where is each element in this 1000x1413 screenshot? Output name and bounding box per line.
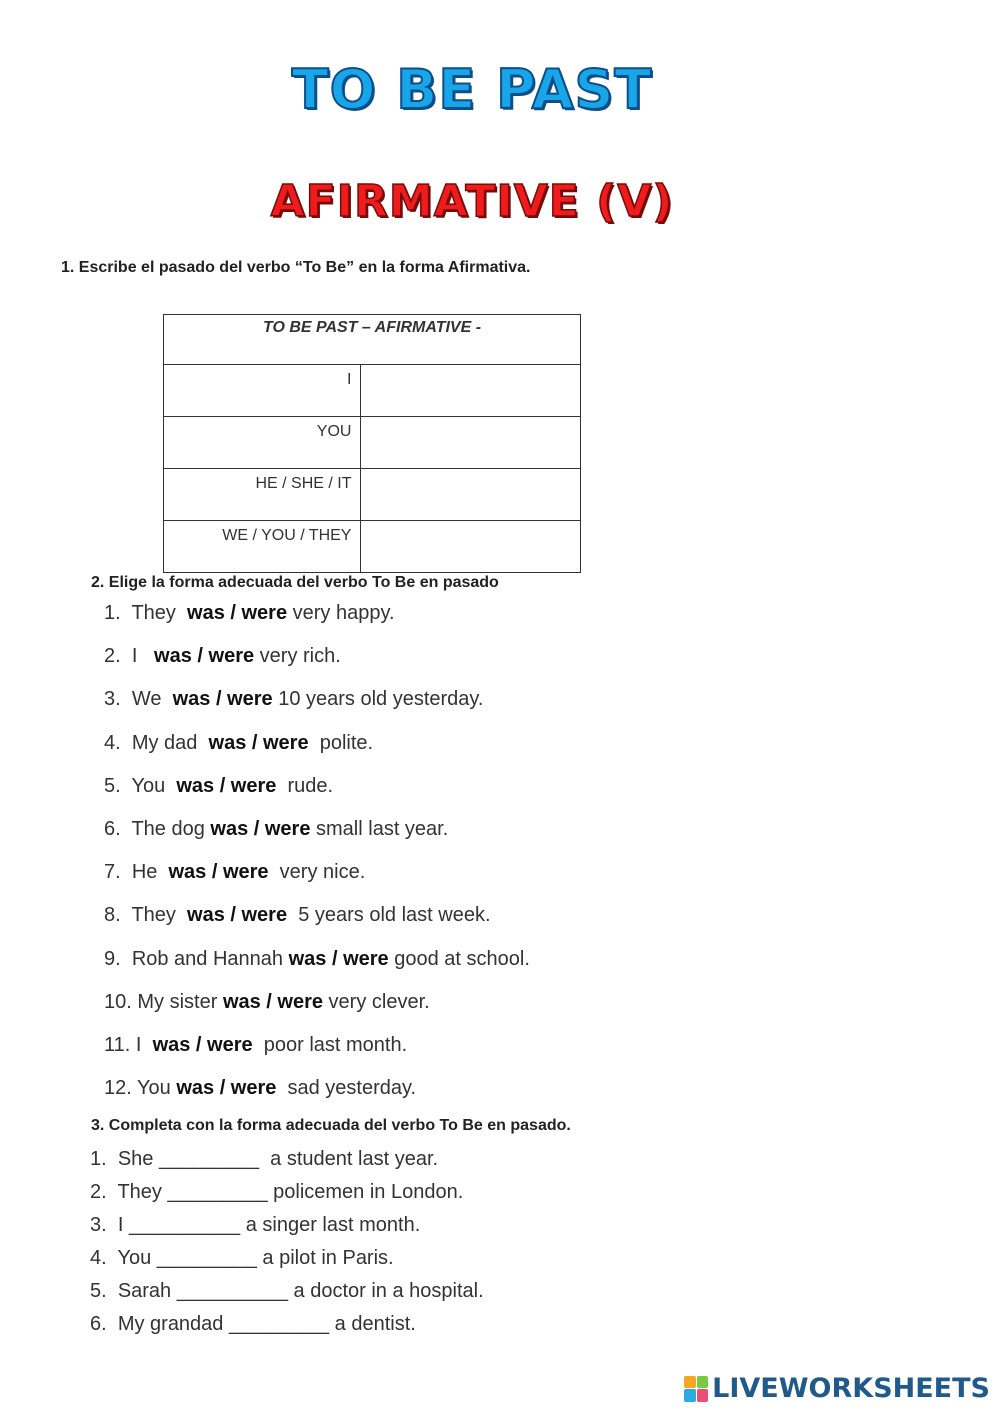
list-item xyxy=(90,1211,484,1244)
item-number: 8. xyxy=(104,904,121,927)
item-number: 6. xyxy=(104,817,121,840)
list-item xyxy=(104,598,530,641)
logo-tile xyxy=(697,1376,709,1389)
item-text: Rob and Hannah xyxy=(131,947,289,970)
choice-option[interactable]: was / were xyxy=(208,731,309,754)
item-text: rude. xyxy=(276,774,334,797)
item-number: 4. xyxy=(90,1247,107,1269)
answer-cell[interactable] xyxy=(361,417,581,469)
list-item xyxy=(90,1178,484,1211)
item-text: very clever. xyxy=(323,990,430,1013)
item-text: polite. xyxy=(308,731,374,754)
choice-list xyxy=(104,598,530,1116)
page-subtitle: AFIRMATIVE (V) xyxy=(270,176,674,227)
logo-tile xyxy=(684,1389,696,1402)
choice-option[interactable]: was / were xyxy=(210,817,311,840)
list-item xyxy=(104,771,530,814)
item-text: My dad xyxy=(131,731,209,754)
item-text: He xyxy=(131,861,169,884)
choice-option[interactable]: was / were xyxy=(172,688,273,711)
pronoun-cell: I xyxy=(164,365,361,417)
item-number: 11. xyxy=(104,1033,131,1056)
item-text: They xyxy=(131,602,188,624)
list-item xyxy=(104,900,530,943)
table-row xyxy=(164,365,581,417)
item-number: 10. xyxy=(104,990,132,1013)
answer-cell[interactable] xyxy=(361,469,581,521)
item-text: I xyxy=(135,1033,153,1056)
choice-option[interactable]: was / were xyxy=(176,1077,277,1100)
item-text: small last year. xyxy=(310,817,449,840)
pronoun-cell: YOU xyxy=(164,417,361,469)
list-item xyxy=(104,684,530,727)
item-text: sad yesterday. xyxy=(276,1077,417,1100)
item-text[interactable]: My grandad _________ a dentist. xyxy=(117,1313,416,1335)
item-text: very rich. xyxy=(254,645,341,668)
item-text: I xyxy=(131,645,155,668)
completion-list xyxy=(90,1145,484,1343)
item-number: 5. xyxy=(90,1280,107,1302)
choice-option[interactable]: was / were xyxy=(187,602,288,624)
brand-footer xyxy=(684,1373,990,1404)
list-item xyxy=(104,857,530,900)
choice-option[interactable]: was / were xyxy=(288,947,389,970)
item-text: poor last month. xyxy=(252,1033,408,1056)
item-text: very nice. xyxy=(268,861,366,884)
item-number: 3. xyxy=(104,688,121,711)
item-number: 5. xyxy=(104,774,121,797)
logo-tile xyxy=(697,1389,709,1402)
list-item xyxy=(104,987,530,1030)
list-item xyxy=(90,1277,484,1310)
table-row xyxy=(164,521,581,573)
list-item xyxy=(104,728,530,771)
table-header: TO BE PAST – AFIRMATIVE - xyxy=(164,315,581,365)
section2-heading: 2. Elige la forma adecuada del verbo To Be en pasado xyxy=(91,574,499,591)
item-text: My sister xyxy=(137,990,223,1013)
table-row xyxy=(164,417,581,469)
brand-name: LIVEWORKSHEETS xyxy=(712,1373,990,1404)
section1-heading: 1. Escribe el pasado del verbo “To Be” en la forma Afirmativa. xyxy=(61,259,531,276)
item-text[interactable]: They _________ policemen in London. xyxy=(117,1181,464,1203)
choice-option[interactable]: was / were xyxy=(168,861,269,884)
choice-option[interactable]: was / were xyxy=(222,990,323,1013)
list-item xyxy=(90,1145,484,1178)
item-number: 2. xyxy=(90,1181,107,1203)
answer-cell[interactable] xyxy=(361,521,581,573)
list-item xyxy=(90,1310,484,1343)
logo-tile xyxy=(684,1376,696,1389)
choice-option[interactable]: was / were xyxy=(154,645,255,668)
item-text: 5 years old last week. xyxy=(287,904,491,927)
list-item xyxy=(104,641,530,684)
list-item xyxy=(104,1030,530,1073)
item-text: We xyxy=(131,688,173,711)
item-text: You xyxy=(131,774,177,797)
conjugation-table xyxy=(163,314,581,573)
item-text: You xyxy=(137,1077,177,1100)
page-title: TO BE PAST xyxy=(291,58,653,121)
choice-option[interactable]: was / were xyxy=(152,1033,253,1056)
liveworksheets-logo-icon xyxy=(684,1376,708,1402)
list-item xyxy=(104,944,530,987)
item-number: 6. xyxy=(90,1313,107,1335)
list-item xyxy=(104,1073,530,1116)
item-number: 12. xyxy=(104,1077,132,1100)
item-text: They xyxy=(131,904,188,927)
pronoun-cell: WE / YOU / THEY xyxy=(164,521,361,573)
list-item xyxy=(90,1244,484,1277)
item-number: 3. xyxy=(90,1214,107,1236)
item-text: very happy. xyxy=(287,602,395,624)
item-number: 1. xyxy=(90,1148,107,1170)
answer-cell[interactable] xyxy=(361,365,581,417)
item-text[interactable]: Sarah __________ a doctor in a hospital. xyxy=(117,1280,484,1302)
item-text[interactable]: You _________ a pilot in Paris. xyxy=(117,1247,394,1269)
item-text: good at school. xyxy=(388,947,530,970)
item-number: 7. xyxy=(104,861,121,884)
choice-option[interactable]: was / were xyxy=(176,774,277,797)
table-row xyxy=(164,469,581,521)
choice-option[interactable]: was / were xyxy=(187,904,288,927)
item-number: 1. xyxy=(104,602,121,624)
pronoun-cell: HE / SHE / IT xyxy=(164,469,361,521)
item-number: 4. xyxy=(104,731,121,754)
item-text: The dog xyxy=(131,817,211,840)
item-text[interactable]: She _________ a student last year. xyxy=(117,1148,439,1170)
list-item xyxy=(104,814,530,857)
item-text: 10 years old yesterday. xyxy=(272,688,484,711)
item-number: 2. xyxy=(104,645,121,668)
section3-heading: 3. Completa con la forma adecuada del verbo To Be en pasado. xyxy=(91,1117,571,1134)
item-number: 9. xyxy=(104,947,121,970)
item-text[interactable]: I __________ a singer last month. xyxy=(117,1214,421,1236)
